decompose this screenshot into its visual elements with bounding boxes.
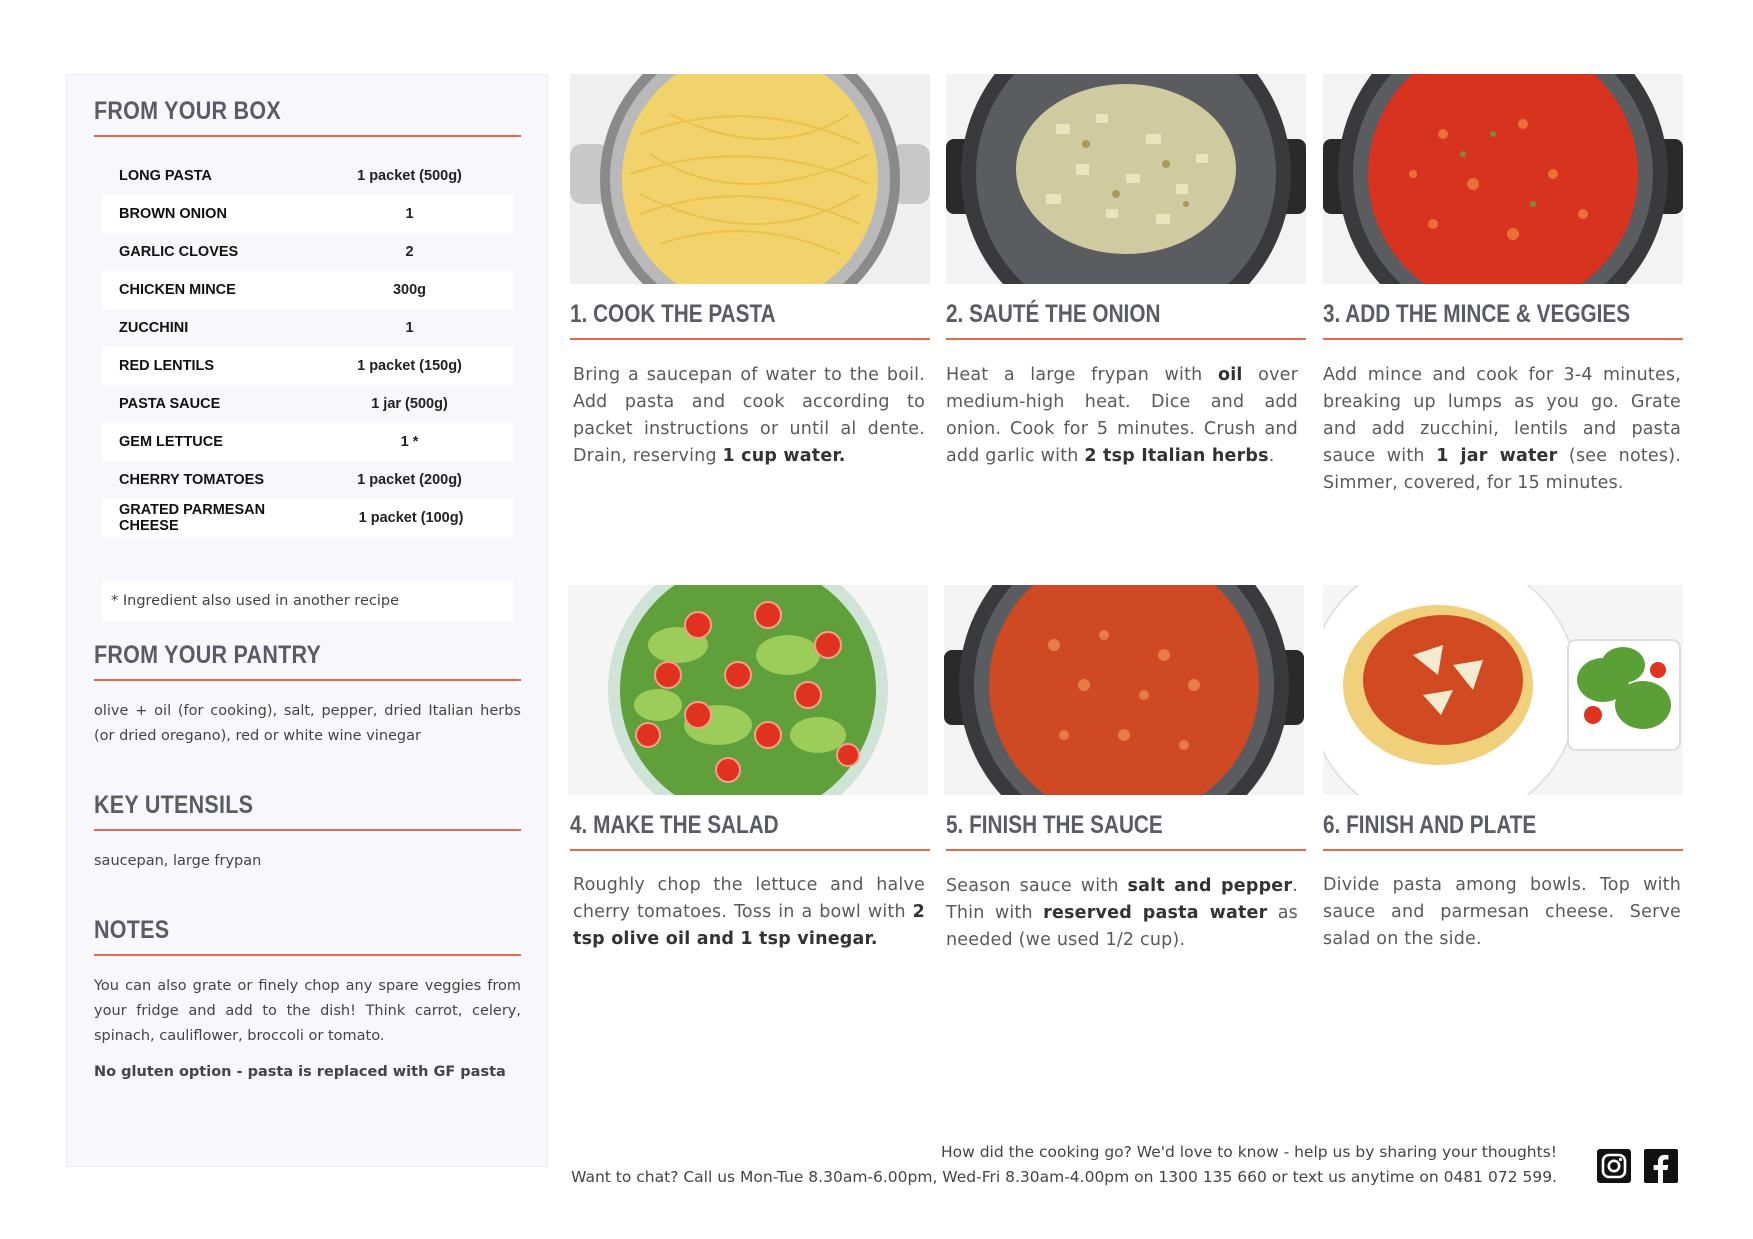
footer-feedback-line: How did the cooking go? We'd love to know - help us by sharing your thoughts!: [940, 1143, 1557, 1161]
step-text-part: over medium-high heat. Dice and add onion. Cook for 5 minutes. Crush and add garlic with: [946, 365, 1298, 466]
notes-gluten-free: No gluten option - pasta is replaced with GF pasta: [94, 1064, 506, 1080]
step-divider: [946, 849, 1306, 851]
step-text-part: .: [1268, 446, 1275, 466]
ingredient-row: [102, 499, 514, 537]
ingredient-name: PASTA SAUCE: [119, 396, 221, 412]
ingredient-name: GRATED PARMESAN CHEESE: [119, 502, 266, 534]
ingredient-row: [102, 195, 514, 233]
ingredient-row: [102, 423, 514, 461]
step-3-photo: [1323, 74, 1683, 284]
step-2-photo: [946, 74, 1306, 284]
step-text-part: as needed (we used 1/2 cup).: [946, 903, 1298, 950]
step-text-part: Add mince and cook for 3-4 minutes, breaking up lumps as you go. Grate and add zucchini, lentils and pasta sauce with: [1323, 365, 1681, 466]
ingredient-qty: 1 jar (500g): [371, 396, 448, 412]
step-6-title: 6. FINISH AND PLATE: [1323, 811, 1537, 839]
section-divider: [94, 829, 521, 831]
utensils-title: KEY UTENSILS: [94, 791, 254, 819]
step-6-photo: [1323, 585, 1683, 795]
ingredient-name: CHERRY TOMATOES: [119, 472, 265, 488]
step-divider: [946, 338, 1306, 340]
step-3-title: 3. ADD THE MINCE & VEGGIES: [1323, 300, 1631, 328]
step-text-bold: oil: [1218, 365, 1243, 385]
pantry-text: olive + oil (for cooking), salt, pepper, dried Italian herbs (or dried oregano), red or white wine vinegar: [94, 703, 521, 744]
section-divider: [94, 954, 521, 956]
ingredient-name: BROWN ONION: [119, 206, 227, 222]
pasta-pot-image: [570, 74, 930, 284]
ingredient-qty: 1: [405, 206, 414, 222]
pantry-title: FROM YOUR PANTRY: [94, 641, 322, 669]
ingredients-table: [102, 157, 514, 537]
step-text-part: . Thin with: [946, 876, 1298, 923]
ingredient-qty: 1: [405, 320, 414, 336]
footer-feedback: [571, 1140, 1557, 1190]
step-1-title: 1. COOK THE PASTA: [570, 300, 776, 328]
step-6-text: [1323, 872, 1681, 953]
ingredient-qty: 1 *: [400, 434, 419, 450]
facebook-icon[interactable]: [1644, 1149, 1678, 1183]
section-divider: [94, 135, 521, 137]
step-text-part: Heat a large frypan with: [946, 365, 1219, 385]
ingredient-name: GEM LETTUCE: [119, 434, 223, 450]
step-text-part: Bring a saucepan of water to the boil. Add pasta and cook according to packet instructions or until al dente. Drain, reserving: [573, 365, 925, 466]
salad-bowl-image: [568, 585, 928, 795]
step-text-part: (see notes). Simmer, covered, for 15 minutes.: [1323, 446, 1682, 493]
step-4-text: [573, 872, 925, 953]
footer-contact-line: Want to chat? Call us Mon-Tue 8.30am-6.00pm, Wed-Fri 8.30am-4.00pm on 1300 135 660 or text us anytime on 0481 072 599.: [571, 1168, 1557, 1186]
instagram-icon[interactable]: [1597, 1149, 1631, 1183]
utensils-text: saucepan, large frypan: [94, 853, 262, 869]
step-text-part: Divide pasta among bowls. Top with sauce and parmesan cheese. Serve salad on the side.: [1323, 875, 1681, 949]
onion-pan-image: [946, 74, 1306, 284]
ingredient-row: [102, 233, 514, 271]
step-text-bold: 1 jar water: [1436, 446, 1558, 466]
step-divider: [1323, 849, 1683, 851]
step-text-part: Roughly chop the lettuce and halve cherry tomatoes. Toss in a bowl with: [573, 875, 925, 922]
step-divider: [570, 849, 930, 851]
notes-title: NOTES: [94, 916, 170, 944]
step-2-title: 2. SAUTÉ THE ONION: [946, 300, 1161, 328]
plated-dish-image: [1323, 585, 1683, 795]
ingredient-row: [102, 385, 514, 423]
ingredient-qty: 1 packet (500g): [357, 168, 462, 184]
step-text-bold: salt and pepper: [1127, 876, 1293, 896]
step-text-bold: 2 tsp olive oil and 1 tsp vinegar.: [573, 902, 925, 949]
ingredient-qty: 1 packet (150g): [357, 358, 462, 374]
step-3-text: [1323, 362, 1681, 497]
ingredient-row: [102, 157, 514, 195]
ingredient-name: CHICKEN MINCE: [119, 282, 236, 298]
ingredient-qty: 1 packet (100g): [358, 510, 464, 526]
ingredient-qty: 300g: [392, 282, 427, 298]
ingredient-footnote: * Ingredient also used in another recipe: [102, 581, 514, 621]
ingredients-panel: [66, 74, 548, 1167]
ingredient-name: ZUCCHINI: [119, 320, 189, 336]
step-4-title: 4. MAKE THE SALAD: [570, 811, 779, 839]
step-text-part: Season sauce with: [946, 876, 1128, 896]
step-5-title: 5. FINISH THE SAUCE: [946, 811, 1163, 839]
step-text-bold: 1 cup water.: [722, 446, 846, 466]
step-text-bold: reserved pasta water: [1043, 903, 1268, 923]
step-divider: [1323, 338, 1683, 340]
step-1-photo: [570, 74, 930, 284]
ingredient-row: [102, 347, 514, 385]
step-4-photo: [568, 585, 928, 795]
step-5-text: [946, 873, 1298, 954]
step-5-photo: [944, 585, 1304, 795]
ingredient-qty: 2: [405, 244, 414, 260]
ingredient-row: [102, 309, 514, 347]
step-1-text: [573, 362, 925, 470]
ingredient-row: [102, 271, 514, 309]
ingredient-name: LONG PASTA: [119, 168, 212, 184]
ingredient-qty: 1 packet (200g): [357, 472, 462, 488]
finished-sauce-image: [944, 585, 1304, 795]
ingredient-name: GARLIC CLOVES: [119, 244, 239, 260]
step-divider: [570, 338, 930, 340]
sauce-pan-image: [1323, 74, 1683, 284]
notes-text: You can also grate or finely chop any spare veggies from your fridge and add to the dish! Think carrot, celery, spinach, cauliflower, broccoli or tomato.: [94, 978, 521, 1044]
from-box-title: FROM YOUR BOX: [94, 97, 281, 125]
section-divider: [94, 679, 521, 681]
ingredient-name: RED LENTILS: [119, 358, 215, 374]
step-text-bold: 2 tsp Italian herbs: [1084, 446, 1269, 466]
step-2-text: [946, 362, 1298, 470]
ingredient-row: [102, 461, 514, 499]
